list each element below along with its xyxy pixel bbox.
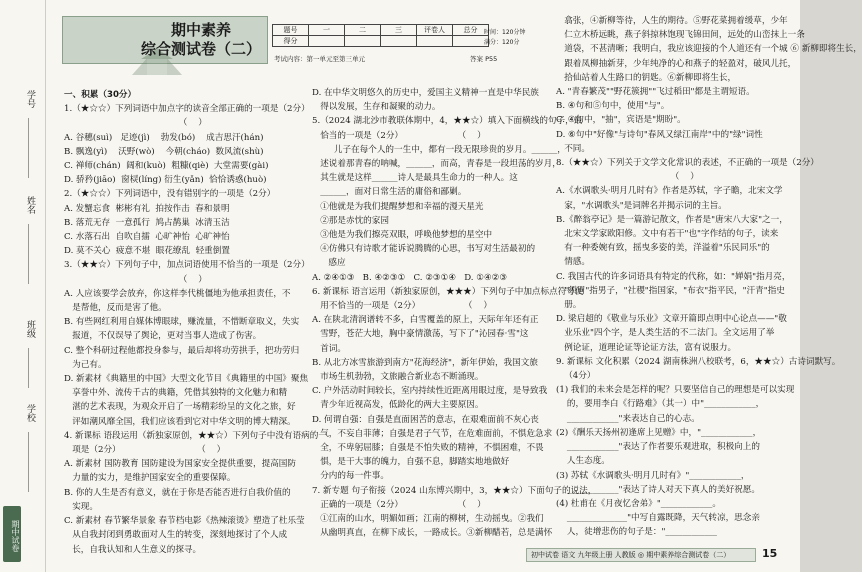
- score-value-row: [273, 36, 489, 47]
- text-line: 湛的艺术表现，为观众开启了一场精彩纷呈的文化之旅，好: [64, 402, 296, 413]
- exam-full-score: 满分：120分: [484, 39, 520, 46]
- text-line: （ ）: [64, 118, 207, 129]
- exam-badge: 期中试卷: [3, 506, 21, 562]
- text-line: 长，自我认知和人生意义的探寻。: [64, 544, 202, 555]
- text-line: ①江南的山水，明媚如画；江南的柳树，生动摇曳。②我们: [312, 514, 544, 525]
- text-line: 家，"水调歌头"是词牌名并揭示词的主旨。: [556, 200, 727, 211]
- text-line: 报道，不仅误导了舆论，更对当事人造成了伤害。: [64, 331, 262, 342]
- text-line: 气，不妄自菲薄；自强是君子气节，在危难面前，不惧危急求: [312, 428, 553, 439]
- text-line: 分内的每一件事。: [312, 471, 389, 482]
- page-title: [141, 21, 261, 59]
- text-line: A. 谷穗(suì) 足迹(jì) 勃发(bó) 成吉思汗(hán): [64, 132, 264, 143]
- text-line: A. "青春繁茂""野花簇拥""飞过稻田"都是主谓短语。: [556, 87, 755, 98]
- text-line: 的，要用李白《行路难》（其一）中"____________，: [556, 399, 765, 410]
- title-line-1: 期中素养: [170, 21, 231, 39]
- page-footer: 初中试卷 语文 九年级上册 人教版 ◎ 期中素养综合测试卷（二）: [526, 548, 756, 562]
- text-line: （4分）: [556, 371, 596, 382]
- text-line: A. 发蟹忘食 彬彬有礼 拍按作击 春和景明: [64, 203, 230, 214]
- text-line: A. ②④①③ B. ④②③① C. ②③①④ D. ①④②③: [312, 272, 508, 283]
- text-line: 儿子在每个人的一生中，都有一段无限珍贵的岁月。______，: [312, 144, 566, 155]
- text-line: 人，徒增悲伤的句子是："____________: [556, 527, 717, 538]
- text-line: (2)《酬乐天扬州初逢席上见赠》中，"____________，: [556, 427, 762, 438]
- text-line: 2.（★☆☆）下列词语中，没有错别字的一项是（2分）: [64, 189, 276, 200]
- score-cell: [381, 36, 417, 47]
- text-line: 力量的实力，是维护国家安全的重要保障。: [64, 473, 236, 484]
- text-line: ____________"表达了诗人对天下真人的美好祝愿。: [556, 484, 760, 495]
- exam-scope: 考试内容：第一单元至第三单元: [274, 55, 365, 63]
- text-line: C. 整个科研过程他都投身参与，最后却将功劳拱手，把功劳归: [64, 345, 300, 356]
- text-line: 6. 新课标 语言运用（新独家原创，★★★）下列句子中加点标点符号使: [312, 286, 584, 297]
- text-line: 述说着那青春的呐喊，______，而高，青春是一段坦荡的岁月，: [312, 159, 561, 170]
- text-line: 恰当的一项是（2分） （ ）: [312, 130, 486, 141]
- text-line: 市场生机勃勃，文旅融合新业态不断涌现。: [312, 372, 484, 383]
- class-label: 班级: [25, 320, 35, 338]
- text-line: C. 户外活动时间较长，室内持续性近距离用眼过度，是导致我: [312, 386, 548, 397]
- binding-sidebar: [0, 0, 46, 572]
- text-line: B. 你的人生是否有意义，就在于你是否能否进行自我价值的: [64, 487, 291, 498]
- text-line: ______________"中写自露既降，天气转凉，思念亲: [556, 513, 760, 524]
- text-line: 业乐业"四个字，是人类生活的不二法门。全文运用了举: [556, 328, 775, 339]
- text-line: 项是（2分） （ ）: [64, 445, 226, 456]
- text-line: A. 在陕北清润谱转不多，白雪覆盖的原上，天际年年还有正: [312, 315, 539, 326]
- text-line: (1) 我们的未来会是怎样的呢？只要坚信自己的理想是可以实现: [556, 385, 795, 396]
- text-line: 4. 新课标 语段运用（新独家原创，★★☆）下列句子中没有语病的一: [64, 430, 327, 441]
- text-line: 道袋，不甚清晰；我明白，我应该迎接的个人道还有一个城 ⑥ 新柳即将生长，: [556, 44, 862, 55]
- text-line: 雪野，苍茫大地，胸中豪情激荡，写下了"沁园春·雪"这: [312, 329, 529, 340]
- text-line: B. 落荒无存 一意孤行 鸠占鹊巢 冰清玉洁: [64, 217, 230, 228]
- text-line: C. 我国古代的许多词语具有特定的代称，如："婵娟"指月亮，: [556, 271, 791, 282]
- score-cell: 题号: [273, 25, 309, 36]
- text-line: 青少年近视高发，低龄化的两大主要原因。: [312, 400, 484, 411]
- text-line: A.《水调歌头·明月几时有》作者是苏轼，字子瞻，北宋文学: [556, 186, 783, 197]
- text-line: ①他就是为我们提醒梦想和幸福的漫天星光: [312, 201, 484, 212]
- text-line: 情感。: [556, 257, 590, 268]
- score-cell: [417, 36, 453, 47]
- text-line: D. 何谓自强：自强是直面困苦的意志，在艰难面前不灰心丧: [312, 414, 539, 425]
- text-line: ③他是为我们擦亮双眼，呼唤他梦想的星空中: [312, 230, 493, 241]
- text-line: D. 梁启超的《敬业与乐业》文章开篇即点明中心论点——"敬: [556, 314, 787, 325]
- text-line: 北宋文学家欧阳修。文中有若干"也"字作结的句子，读来: [556, 229, 779, 240]
- score-cell: 二: [345, 25, 381, 36]
- text-line: 享誉中外、流传千古的典籍，凭借其独特的文化魅力和精: [64, 388, 288, 399]
- student-id-line: [28, 118, 29, 178]
- text-line: 9. 新课标 文化积累（2024 湖南株洲八校联考，6，★★☆）古诗词默写。: [556, 356, 841, 367]
- exam-time: 时间：120分钟: [484, 29, 526, 36]
- name-label: 姓名: [25, 196, 35, 214]
- text-line: 从幽明真直，在柳下成长，一路成长。③新柳醋若，总是满怀: [312, 528, 553, 539]
- text-line: 首词。: [312, 343, 346, 354]
- text-line: C. 水落石出 自吹自擂 心旷神怡 心旷神怡: [64, 232, 230, 243]
- text-line: B. 飘逸(yì) 沃野(wò) 今朝(cháo) 数风流(shù): [64, 146, 264, 157]
- text-line: C. ④句中，"抽"，宾语是"期盼"。: [556, 115, 686, 126]
- text-line: B.《醉翁亭记》是一篇游记散文，作者是"唐宋八大家"之一，: [556, 214, 788, 225]
- text-line: ______，面对日常生活的庸俗和鄙剿。: [312, 187, 467, 198]
- text-line: 从自我封闭到勇敢面对人生的转变，深刻地探讨了个人成: [64, 530, 288, 541]
- text-line: 不同。: [556, 143, 590, 154]
- text-line: B. 从北方冰雪旅游到南方"花海经济"，新年伊始，我国文旅: [312, 357, 538, 368]
- score-cell: 得分: [273, 36, 309, 47]
- text-line: 实现。: [64, 501, 98, 512]
- text-line: B. ④句和⑤句中，使用"与"。: [556, 101, 670, 112]
- text-line: 全，不卑躬屈膝；自强是不怕失败的精神，不惧困难，不畏: [312, 443, 544, 454]
- name-line: [28, 224, 29, 284]
- text-line: 惧，是干大事的魄力，自强不息，脚踏实地地做好: [312, 457, 510, 468]
- text-line: （ ）: [64, 274, 207, 285]
- text-line: 拾仙站着人生路口的钥匙。⑥新柳即将生长，: [556, 72, 737, 83]
- answer-ref: 答案 P55: [470, 55, 498, 63]
- school-line: [28, 432, 29, 492]
- text-line: (4) 杜甫在《月夜忆舍弟》"____________。: [556, 498, 721, 509]
- text-line: （ ）: [556, 172, 699, 183]
- text-line: 5.（2024 湖北沙市教联体期中，4，★★☆）填入下面横线的句子，最: [312, 116, 583, 127]
- score-cell: 评卷人: [417, 25, 453, 36]
- text-line: 感应: [312, 258, 346, 269]
- text-line: 是帮他，反而是害了他。: [64, 303, 167, 314]
- text-line: B. 有些网红利用自媒体博眼球，赚流量，不惜断章取义，失实: [64, 317, 300, 328]
- text-line: D. 骄矜(jiāo) 窗棂(líng) 衍生(yǎn) 恰恰诱惑(huò): [64, 175, 267, 186]
- text-line: 7. 新专题 句子衔接（2024 山东博兴期中，3，★★☆）下面句子的说法，: [312, 485, 597, 496]
- text-line: 为己有。: [64, 359, 107, 370]
- text-line: "须眉"指男子，"社稷"指国家，"布衣"指平民，"汗青"指史: [556, 285, 785, 296]
- score-table: [272, 24, 489, 47]
- text-line: D. 在中华文明悠久的历史中，爱国主义精神一直是中华民族: [312, 88, 539, 98]
- school-label: 学校: [25, 404, 35, 422]
- text-line: D. 莫不关心 疲意不堪 眼花缭乱 轻重倒置: [64, 246, 230, 257]
- text-line: D. ⑥句中"好像"与诗句"春风又绿江南岸"中的"绿"词性: [556, 129, 763, 140]
- text-line: A. 人应该要学会放弃，你这样李代桃僵地为他承担责任，不: [64, 288, 291, 299]
- text-line: 用不恰当的一项是（2分） （ ）: [312, 301, 493, 312]
- score-cell: [309, 36, 345, 47]
- exam-meta: [484, 28, 525, 48]
- text-line: 一、积累（30分）: [64, 90, 137, 100]
- text-line: ____________"表达了作者要乐观进取，积极向上的: [556, 442, 760, 453]
- text-line: 跟着凤柳抽新芽，少年纯净的心和燕子的轻盈对，破风儿托，: [556, 58, 797, 69]
- text-line: 有一种委婉有致，摇曳多姿的美，洋溢着"乐民同乐"的: [556, 243, 770, 254]
- text-line: 册。: [556, 300, 582, 311]
- text-line: (3) 苏轼《水调歌头·明月几时有》"____________，: [556, 470, 750, 481]
- text-line: 得以发展，生存和凝聚的动力。: [312, 102, 441, 113]
- score-header-row: [273, 25, 489, 36]
- text-line: C. 禅师(chán) 阔和(kuò) 粗糠(qiè) 大堂需要(gài): [64, 161, 269, 172]
- text-line: 例论证，道理论证等论证方法，富有说服力。: [556, 342, 737, 353]
- text-line: D. 新素材《典籍里的中国》大型文化节目《典籍里的中国》聚焦: [64, 374, 309, 385]
- class-line: [28, 348, 29, 388]
- score-cell: 总分: [453, 25, 489, 36]
- text-line: ④仿佛只有诗歌才能诉说腾腾的心思，书写对生活最初的: [312, 244, 536, 255]
- score-cell: [345, 36, 381, 47]
- column-left: [64, 88, 327, 557]
- page-number: 15: [762, 547, 778, 560]
- text-line: C. 新素材 春节繁华景象 春节档电影《热辣滚烫》塑造了杜乐莹: [64, 516, 305, 527]
- column-right: [556, 14, 862, 540]
- text-line: 3.（★★☆）下列句子中，加点词语使用不恰当的一项是（2分）: [64, 260, 310, 271]
- text-line: 翕张，④新柳等待，人生的期待。⑤野花菜拥着缓草，少年: [556, 16, 788, 26]
- score-cell: 三: [381, 25, 417, 36]
- text-line: 评如潮风靡全国，我们应该看到它对中华文明的博大精深。: [64, 416, 296, 427]
- score-cell: 一: [309, 25, 345, 36]
- title-line-2: 综合测试卷（二）: [141, 40, 262, 58]
- text-line: 其生就是这样______诗人是最具生命力的一种人。这: [312, 173, 518, 184]
- text-line: 8.（★★☆）下列关于文学文化常识的表述，不正确的一项是（2分）: [556, 158, 819, 169]
- text-line: 1.（★☆☆）下列词语中加点字的读音全部正确的一项是（2分）: [64, 104, 310, 115]
- text-line: 仁立木桥远眺，燕子斜掠林饱现飞锦田间，远处的山峦抹上一条: [556, 30, 805, 41]
- text-line: 正确的一项是（2分） （ ）: [312, 499, 486, 510]
- text-line: ____________"来表达自己的心志。: [556, 413, 700, 424]
- title-banner: [62, 16, 268, 64]
- text-line: 人生态度。: [556, 456, 610, 467]
- student-id-label: 学号: [25, 90, 35, 108]
- text-line: A. 新素材 国防教育 国防建设为国家安全提供重要，提高国防: [64, 459, 296, 470]
- text-line: ②那是赤忱的家园: [312, 215, 389, 226]
